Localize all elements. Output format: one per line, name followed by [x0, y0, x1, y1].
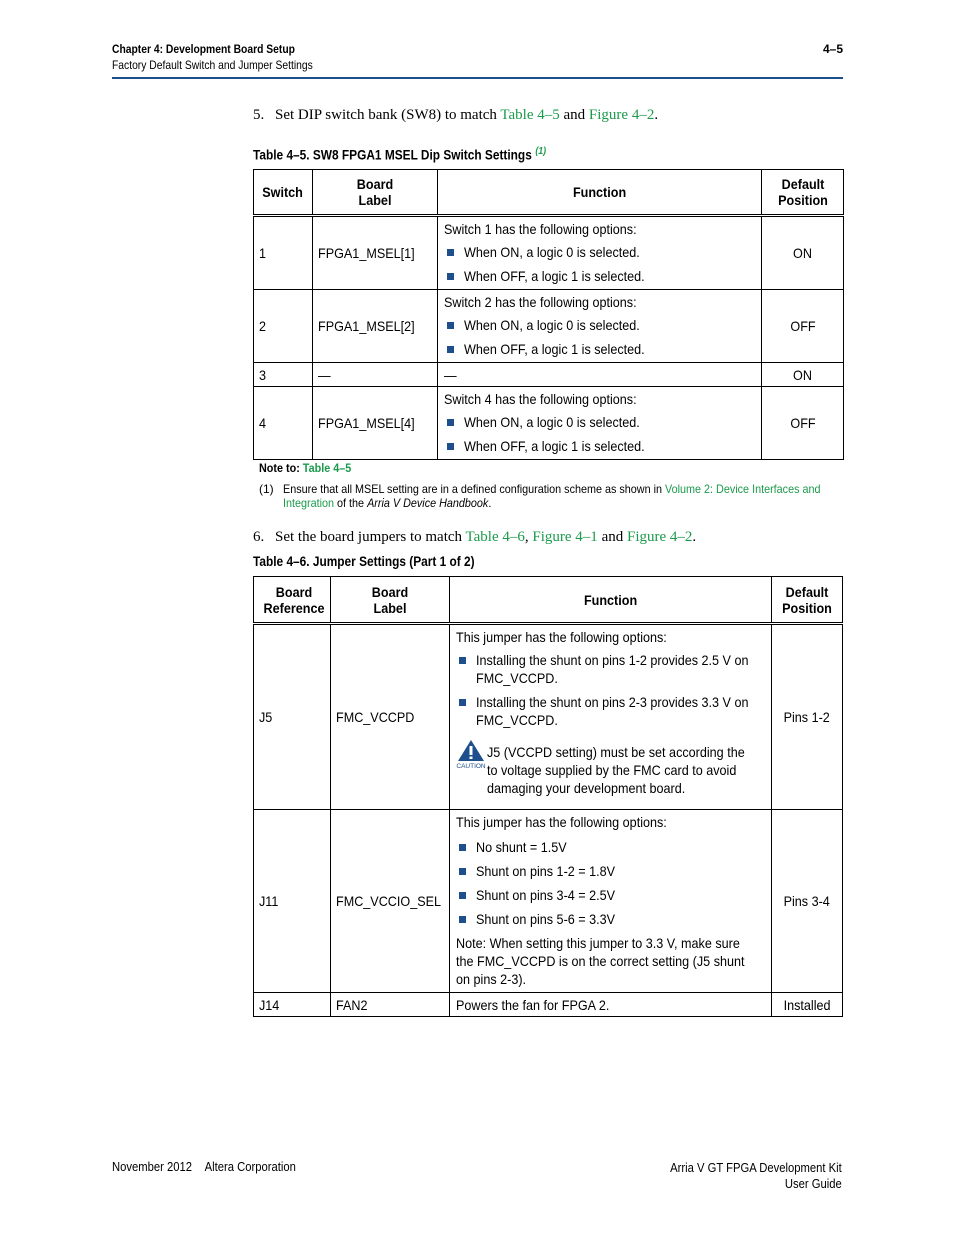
footer-right: [651, 1160, 842, 1192]
step-number: 6.: [253, 529, 265, 545]
note-table-link[interactable]: Table 4–5: [302, 461, 352, 475]
header-function: Function: [438, 170, 762, 216]
header-switch: Switch: [254, 170, 313, 216]
table-4-5: [253, 169, 844, 460]
default-cell: ON: [762, 363, 844, 387]
figure-4-2-link[interactable]: Figure 4–2: [626, 529, 693, 545]
step-text-end: .: [692, 529, 697, 545]
table-row: [254, 363, 844, 387]
board-label-cell: —: [313, 363, 438, 387]
function-cell: This jumper has the following options: Installing the shunt on pins 1-2 provides 2.5 V on FMC_VCCPD. Installing the shunt on pins 2-3 provides 3.3 V on FMC_VCCPD. CAUTION J5 (VCCPD setting) must be set according the to voltage supplied by the FMC card to avoid damaging your development board.: [450, 624, 772, 810]
table-row: [254, 810, 843, 993]
table-row: [254, 216, 844, 290]
step-5: [253, 107, 658, 124]
function-cell: This jumper has the following options: No shunt = 1.5V Shunt on pins 1-2 = 1.8V Shunt on pins 3-4 = 2.5V Shunt on pins 5-6 = 3.3V Note: When setting this jumper to 3.3 V, make sure the FMC_VCCPD is on the correct setting (J5 shunt on pins 2-3).: [450, 810, 772, 993]
header-default-position: Default Position: [762, 170, 844, 216]
note-marker: (1): [259, 482, 274, 496]
function-cell: Powers the fan for FPGA 2.: [450, 993, 772, 1017]
board-label-cell: FMC_VCCPD: [331, 624, 450, 810]
header-board-label: Board Label: [313, 170, 438, 216]
header-default-position: Default Position: [772, 577, 843, 624]
note-text-end: .: [488, 496, 492, 510]
footer-doc-type: User Guide: [785, 1177, 842, 1191]
step-text-mid: and: [597, 529, 627, 545]
bullet-icon: [447, 249, 454, 256]
table-4-6-link[interactable]: Table 4–6: [465, 529, 525, 545]
jumper-note: Note: When setting this jumper to 3.3 V, make sure the FMC_VCCPD is on the correct setting (J5 shunt on pins 2-3).: [456, 935, 745, 987]
bullet-icon: [459, 892, 466, 899]
step-number: 5.: [253, 107, 265, 123]
function-cell: Switch 2 has the following options: When ON, a logic 0 is selected. When OFF, a logic 1 is selected.: [438, 290, 762, 363]
default-cell: OFF: [762, 387, 844, 460]
board-reference-cell: J14: [254, 993, 331, 1017]
switch-cell: 4: [254, 387, 313, 460]
bullet-icon: [459, 699, 466, 706]
bullet-icon: [447, 419, 454, 426]
switch-cell: 2: [254, 290, 313, 363]
table-row: [254, 624, 843, 810]
default-cell: OFF: [762, 290, 844, 363]
function-cell: —: [438, 363, 762, 387]
table-note-heading: [259, 461, 351, 475]
step-text: Set the board jumpers to match: [275, 529, 466, 545]
bullet-icon: [447, 443, 454, 450]
board-label-cell: FPGA1_MSEL[4]: [313, 387, 438, 460]
caption-text: Table 4–5. SW8 FPGA1 MSEL Dip Switch Settings: [253, 147, 532, 163]
handbook-title: Arria V Device Handbook: [367, 496, 489, 510]
note-text-mid: of the: [334, 496, 368, 510]
board-label-cell: FPGA1_MSEL[1]: [313, 216, 438, 290]
chapter-title: Chapter 4: Development Board Setup: [112, 42, 295, 56]
table-row: [254, 387, 844, 460]
caution-label: CAUTION: [456, 763, 486, 769]
header-board-reference: Board Reference: [254, 577, 331, 624]
header-board-label: Board Label: [331, 577, 450, 624]
figure-4-1-link[interactable]: Figure 4–1: [532, 529, 598, 545]
caution-note: [456, 743, 765, 797]
bullet-icon: [459, 916, 466, 923]
board-label-cell: FAN2: [331, 993, 450, 1017]
table-header-row: [254, 170, 844, 216]
footer-date: November 2012: [112, 1160, 193, 1174]
caption-footnote-link[interactable]: (1): [535, 146, 547, 157]
default-cell: ON: [762, 216, 844, 290]
step-text: Set DIP switch bank (SW8) to match: [275, 107, 501, 123]
board-label-cell: FPGA1_MSEL[2]: [313, 290, 438, 363]
note-text: Ensure that all MSEL setting are in a defined configuration scheme as shown in: [283, 482, 666, 496]
caution-icon: [456, 739, 487, 773]
volume-2-link[interactable]: Volume 2: Device Interfaces and Integration: [283, 482, 821, 510]
step-text-mid: and: [559, 107, 589, 123]
table-row: [254, 993, 843, 1017]
caption-text: Table 4–6. Jumper Settings (Part 1 of 2): [253, 554, 475, 569]
switch-cell: 1: [254, 216, 313, 290]
function-cell: Switch 4 has the following options: When ON, a logic 0 is selected. When OFF, a logic 1 is selected.: [438, 387, 762, 460]
footer-doc-title: Arria V GT FPGA Development Kit: [670, 1161, 842, 1175]
footer-left: [112, 1160, 296, 1174]
default-cell: Installed: [772, 993, 843, 1017]
bullet-icon: [459, 868, 466, 875]
page-number: 4–5: [822, 42, 843, 56]
bullet-icon: [447, 273, 454, 280]
bullet-icon: [447, 322, 454, 329]
bullet-icon: [447, 346, 454, 353]
table-4-6-caption: [253, 554, 475, 569]
footer-company: Altera Corporation: [204, 1160, 296, 1174]
table-row: [254, 290, 844, 363]
caution-text: J5 (VCCPD setting) must be set according the to voltage supplied by the FMC card to avoid damaging your development board.: [487, 744, 745, 796]
step-6: [253, 529, 696, 546]
table-4-6: [253, 576, 843, 1017]
header-function: Function: [450, 577, 772, 624]
step-text-end: .: [654, 107, 659, 123]
function-cell: Switch 1 has the following options: When ON, a logic 0 is selected. When OFF, a logic 1 is selected.: [438, 216, 762, 290]
switch-cell: 3: [254, 363, 313, 387]
step-sep: ,: [524, 529, 533, 545]
figure-4-2-link[interactable]: Figure 4–2: [588, 107, 655, 123]
table-4-5-link[interactable]: Table 4–5: [500, 107, 560, 123]
bullet-icon: [459, 844, 466, 851]
header-rule: [112, 77, 843, 79]
board-reference-cell: J11: [254, 810, 331, 993]
board-label-cell: FMC_VCCIO_SEL: [331, 810, 450, 993]
bullet-icon: [459, 657, 466, 664]
section-title: Factory Default Switch and Jumper Settings: [112, 58, 313, 72]
note-to-label: Note to:: [259, 461, 303, 475]
default-cell: Pins 1-2: [772, 624, 843, 810]
table-header-row: [254, 577, 843, 624]
table-4-5-caption: [253, 146, 546, 163]
default-cell: Pins 3-4: [772, 810, 843, 993]
board-reference-cell: J5: [254, 624, 331, 810]
